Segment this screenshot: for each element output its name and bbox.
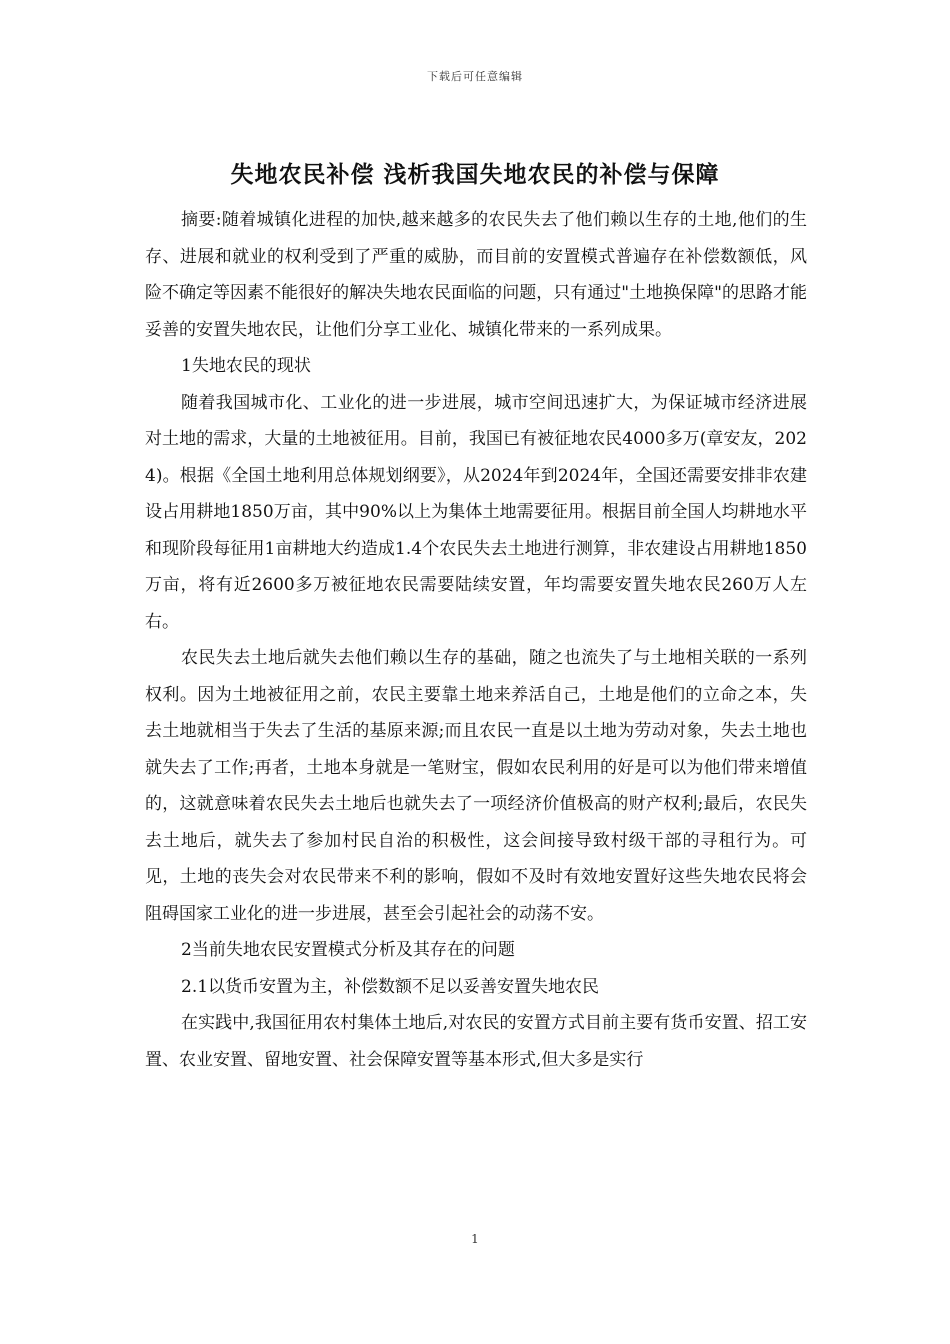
- document-title: 失地农民补偿 浅析我国失地农民的补偿与保障: [230, 161, 720, 188]
- page-number: 1: [471, 1232, 479, 1246]
- section-1-paragraph-1: 随着我国城市化、工业化的进一步进展，城市空间迅速扩大，为保证城市经济进展对土地的需求，大量的土地被征用。目前，我国已有被征地农民4000多万(章安友，2024)。根据《全国土地利用总体规划纲要》，从2024年到2024年，全国还需要安排非农建设占用耕地1850万亩，其中90%以上为集体土地需要征用。根据目前全国人均耕地水平和现阶段每征用1亩耕地大约造成1.4个农民失去土地进行测算，非农建设占用耕地1850万亩，将有近2600多万被征地农民需要陆续安置，年均需要安置失地农民260万人左右。: [145, 392, 807, 632]
- document-body: [145, 202, 807, 1078]
- section-2-heading: 2当前失地农民安置模式分析及其存在的问题: [181, 940, 515, 960]
- section-1-heading: 1失地农民的现状: [181, 356, 311, 376]
- section-1-paragraph-2: 农民失去土地后就失去他们赖以生存的基础，随之也流失了与土地相关联的一系列权利。因为土地被征用之前，农民主要靠土地来养活自己，土地是他们的立命之本，失去土地就相当于失去了生活的基原来源;而且农民一直是以土地为劳动对象，失去土地也就失去了工作;再者，土地本身就是一笔财宝，假如农民利用的好是可以为他们带来增值的，这就意味着农民失去土地后也就失去了一项经济价值极高的财产权利;最后，农民失去土地后，就失去了参加村民自治的积极性，这会间接导致村级干部的寻租行为。可见，土地的丧失会对农民带来不利的影响，假如不及时有效地安置好这些失地农民将会阻碍国家工业化的进一步进展，甚至会引起社会的动荡不安。: [145, 648, 807, 924]
- header-note: 下载后可任意编辑: [427, 70, 523, 83]
- abstract-paragraph: 摘要:随着城镇化进程的加快,越来越多的农民失去了他们赖以生存的土地,他们的生存、进展和就业的权利受到了严重的威胁，而目前的安置模式普遍存在补偿数额低，风险不确定等因素不能很好的解决失地农民面临的问题，只有通过"土地换保障"的思路才能妥善的安置失地农民，让他们分享工业化、城镇化带来的一系列成果。: [145, 210, 807, 340]
- section-2-1-paragraph-1: 在实践中,我国征用农村集体土地后,对农民的安置方式目前主要有货币安置、招工安置、农业安置、留地安置、社会保障安置等基本形式,但大多是实行: [145, 1013, 807, 1070]
- section-2-1-heading: 2.1以货币安置为主，补偿数额不足以妥善安置失地农民: [181, 976, 600, 997]
